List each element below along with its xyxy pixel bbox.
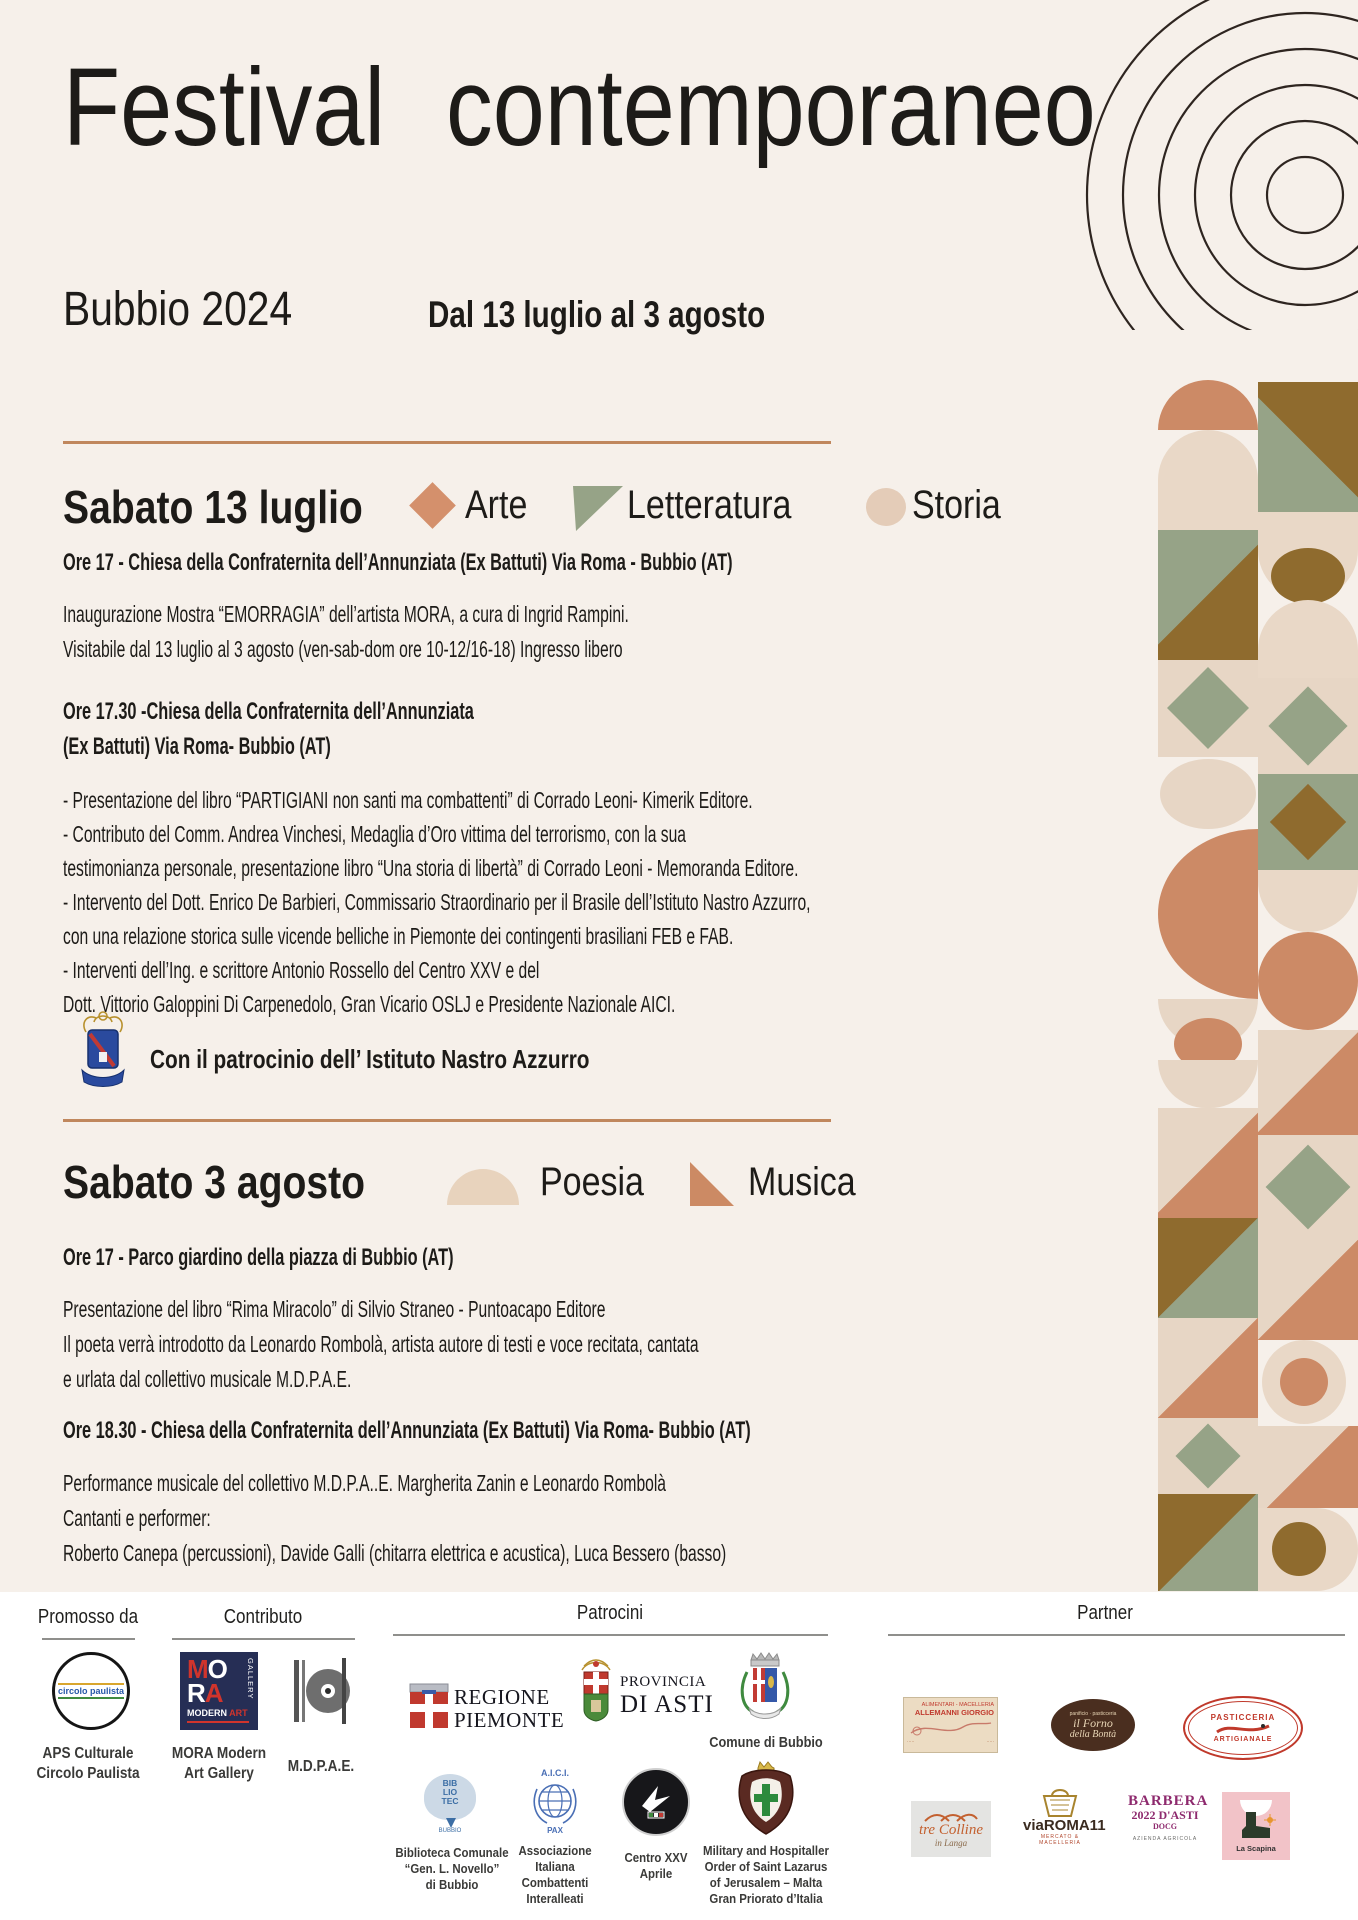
mora-side-text: GALLERY — [246, 1658, 255, 1700]
day1-heading: Sabato 13 luglio — [63, 481, 363, 533]
provincia-asti-logo: PROVINCIA DI ASTI — [620, 1674, 714, 1718]
pattern-tile — [1258, 1508, 1358, 1591]
text-line: Inaugurazione Mostra “EMORRAGIA” dell’artista MORA, a cura di Ingrid Rampini. — [63, 601, 629, 627]
text-line: - Intervento del Dott. Enrico De Barbieri, Commissario Straordinario per il Brasile dell’Istituto Nastro Azzurro, — [63, 889, 811, 915]
storia-circle-icon — [866, 488, 906, 526]
allemanni-giorgio-logo: ALIMENTARI - MACELLERIA ALLEMANNI GIORGIO ····· ····· — [903, 1697, 998, 1753]
nastro-azzurro-crest-icon — [72, 1008, 134, 1092]
logo-caption: MORA Modern Art Gallery — [171, 1745, 267, 1782]
patronage-note: Con il patrocinio dell’ Istituto Nastro Azzurro — [150, 1044, 590, 1074]
pattern-tile — [1160, 759, 1256, 829]
tag-storia: Storia — [912, 483, 1001, 527]
tre-colline-logo: tre Colline in Langa — [911, 1801, 991, 1857]
biblioteca-logo: BIB LIO TEC BUBBIO — [422, 1774, 478, 1838]
pattern-tile — [1158, 430, 1258, 530]
pattern-tile — [1258, 678, 1358, 774]
footer-header-contributo: Contributo — [223, 1606, 303, 1628]
aici-logo: A.I.C.I. PAX — [524, 1768, 586, 1838]
text-line: (Ex Battuti) Via Roma- Bubbio (AT) — [63, 733, 331, 760]
regione-piemonte-shield-icon — [408, 1682, 450, 1732]
circolo-paulista-logo — [52, 1652, 130, 1730]
pattern-tile — [1158, 1418, 1258, 1494]
mora-gallery-logo: MO RA GALLERY MODERN ART — [180, 1652, 258, 1730]
pattern-tile — [1158, 660, 1258, 757]
text-line: - Interventi dell’Ing. e scrittore Antonio Rossello del Centro XXV e del — [63, 957, 540, 983]
text-line: Cantanti e performer: — [63, 1505, 211, 1531]
logo-caption: Biblioteca Comunale “Gen. L. Novello” di Bubbio — [395, 1845, 509, 1892]
footer-header-underline — [888, 1634, 1345, 1636]
viaroma11-logo: viaROMA11 MERCATO & MACELLERIA — [1023, 1788, 1097, 1854]
footer-header-underline — [172, 1638, 355, 1640]
logo-caption: M.D.P.A.E. — [287, 1758, 355, 1775]
decorative-pattern — [1158, 330, 1358, 1592]
day1-event2-title — [63, 694, 667, 764]
saint-lazarus-crest-icon — [730, 1760, 802, 1840]
pattern-tile — [1158, 1318, 1258, 1418]
pattern-tile — [1258, 1135, 1358, 1240]
text-line: e urlata dal collettivo musicale M.D.P.A.E. — [63, 1366, 352, 1392]
pattern-tile — [1258, 932, 1358, 1030]
footer-header-partner: Partner — [1077, 1602, 1133, 1624]
footer-header-underline — [42, 1638, 135, 1640]
pattern-tile — [1158, 1060, 1258, 1108]
day1-event1-title: Ore 17 - Chiesa della Confraternita dell’Annunziata (Ex Battuti) Via Roma - Bubbio (AT) — [63, 549, 733, 576]
centro-xxv-aprile-logo — [622, 1768, 690, 1836]
regione-piemonte-logo: REGIONE PIEMONTE — [454, 1685, 565, 1732]
text-line: Dott. Vittorio Galoppini Di Carpenedolo, Gran Vicario OSLJ e Presidente Nazionale AICI. — [63, 991, 676, 1017]
circolo-paulista-logo-text: circolo paulista — [58, 1683, 124, 1699]
location-year: Bubbio 2024 — [63, 283, 293, 336]
pattern-tile — [1258, 1240, 1358, 1340]
text-line: testimonianza personale, presentazione libro “Una storia di libertà” di Corrado Leoni - Memoranda Editore. — [63, 855, 799, 881]
tag-poesia: Poesia — [540, 1160, 644, 1204]
pattern-tile — [1158, 530, 1258, 660]
day2-event1-title: Ore 17 - Parco giardino della piazza di Bubbio (AT) — [63, 1244, 454, 1271]
arte-diamond-icon — [409, 482, 456, 529]
pattern-tile — [1158, 1218, 1258, 1318]
pattern-tile — [1258, 1030, 1358, 1135]
text-line: Il poeta verrà introdotto da Leonardo Rombolà, artista autore di testi e voce recitata, cantata — [63, 1331, 699, 1357]
musica-triangle-icon — [690, 1162, 734, 1206]
tag-musica: Musica — [748, 1160, 856, 1204]
date-range: Dal 13 luglio al 3 agosto — [428, 294, 766, 335]
day2-heading: Sabato 3 agosto — [63, 1156, 366, 1208]
pattern-tile — [1158, 1494, 1258, 1591]
text-line: Performance musicale del collettivo M.D.P.A..E. Margherita Zanin e Leonardo Rombolà — [63, 1470, 667, 1496]
footer-header-promosso: Promosso da — [37, 1606, 139, 1628]
divider-line — [63, 441, 831, 444]
pattern-tile — [1258, 1426, 1358, 1508]
title-line-1: Festival — [63, 46, 386, 169]
pattern-tile — [1158, 1108, 1258, 1218]
logo-caption: APS Culturale Circolo Paulista — [36, 1745, 140, 1782]
text-line: Presentazione del libro “Rima Miracolo” di Silvio Straneo - Puntoacapo Editore — [63, 1296, 606, 1322]
day1-event2-text — [63, 783, 1162, 1021]
la-scapina-logo: La Scapina — [1222, 1792, 1290, 1860]
day2-event2-title: Ore 18.30 - Chiesa della Confraternita dell’Annunziata (Ex Battuti) Via Roma- Bubbio (AT) — [63, 1417, 751, 1444]
pattern-tile — [1262, 1340, 1346, 1424]
pasticceria-artigianale-logo: PASTICCERIA ARTIGIANALE — [1183, 1696, 1303, 1760]
pattern-tile — [1258, 382, 1358, 512]
pattern-tile — [1158, 380, 1258, 430]
comune-bubbio-crest-icon — [737, 1650, 791, 1728]
text-line: con una relazione storica sulle vicende belliche in Piemonte dei contingenti brasiliani FEB e FAB. — [63, 923, 734, 949]
provincia-asti-crest-icon — [578, 1658, 614, 1724]
pattern-tile — [1174, 1018, 1242, 1070]
day2-event1-text — [63, 1292, 998, 1397]
text-line: Roberto Canepa (percussioni), Davide Galli (chitarra elettrica e acustica), Luca Bessero (basso) — [63, 1540, 727, 1566]
pattern-tile — [1258, 600, 1358, 678]
mdpae-vinyl-logo — [292, 1654, 350, 1728]
text-line: Visitabile dal 13 luglio al 3 agosto (ven-sab-dom ore 10-12/16-18) Ingresso libero — [63, 636, 623, 662]
day2-event2-text — [63, 1466, 1038, 1571]
barbera-dasti-logo: BARBERA 2022 D'ASTI DOCG AZIENDA AGRICOLA — [1128, 1793, 1209, 1842]
pattern-tile — [1258, 774, 1358, 870]
letteratura-triangle-icon — [573, 486, 623, 531]
forno-bonta-logo: panificio · pasticceria il Forno della Bontà — [1051, 1699, 1135, 1751]
text-line: - Presentazione del libro “PARTIGIANI non santi ma combattenti” di Corrado Leoni- Kimerik Editore. — [63, 787, 753, 813]
pattern-tile — [1158, 829, 1258, 999]
footer-header-patrocini: Patrocini — [576, 1602, 644, 1624]
logo-caption: Comune di Bubbio — [709, 1735, 823, 1751]
poesia-dome-icon — [447, 1169, 519, 1205]
logo-caption: Military and Hospitaller Order of Saint Lazarus of Jerusalem – Malta Gran Priorato d’Italia — [703, 1843, 829, 1906]
pattern-tile — [1258, 870, 1358, 932]
page-title — [63, 46, 1211, 169]
logo-caption: Associazione Italiana Combattenti Interalleati — [518, 1843, 592, 1906]
day1-event1-text — [63, 597, 895, 667]
title-line-2: contemporaneo — [446, 46, 1097, 169]
pattern-tile — [1158, 999, 1258, 1047]
divider-line — [63, 1119, 831, 1122]
logo-caption: Centro XXV Aprile — [624, 1850, 688, 1881]
text-line: - Contributo del Comm. Andrea Vinchesi, Medaglia d’Oro vittima del terrorismo, con la sua — [63, 821, 686, 847]
footer-header-underline — [393, 1634, 828, 1636]
text-line: Ore 17.30 -Chiesa della Confraternita dell’Annunziata — [63, 698, 474, 725]
pattern-tile — [1271, 548, 1345, 604]
pattern-tile — [1258, 512, 1358, 600]
tag-arte: Arte — [465, 483, 528, 527]
tag-letteratura: Letteratura — [627, 483, 792, 527]
